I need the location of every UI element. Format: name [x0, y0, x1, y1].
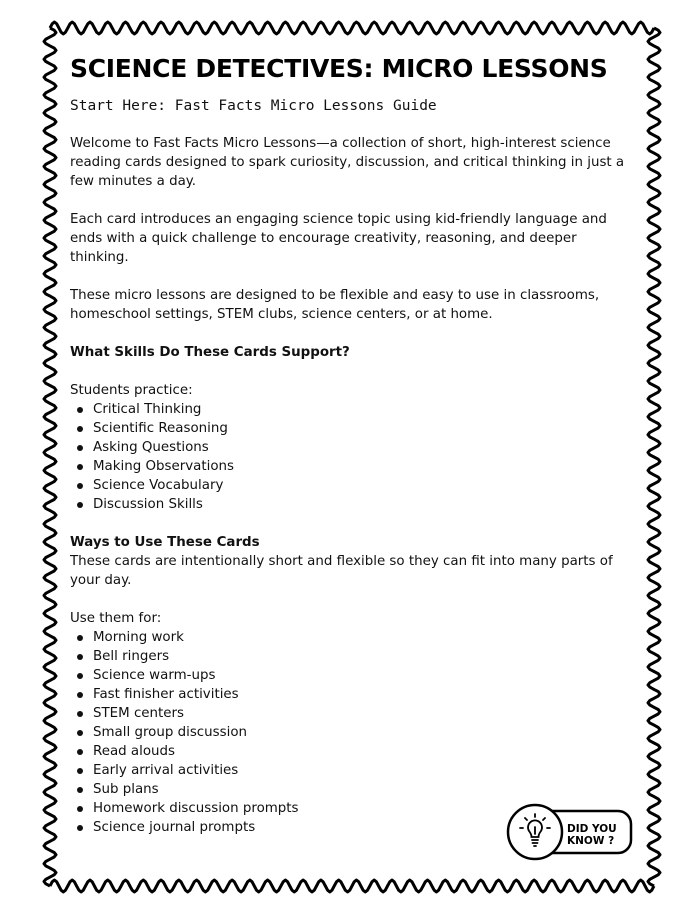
- ways-text: These cards are intentionally short and flexible so they can fit into many parts of your day.: [70, 554, 613, 588]
- list-item: Homework discussion prompts: [93, 799, 636, 818]
- ways-lead: Use them for:: [70, 611, 162, 626]
- page-subtitle: Start Here: Fast Facts Micro Lessons Guide: [70, 98, 437, 114]
- ways-heading: Ways to Use These Cards: [70, 535, 260, 550]
- list-item: Science journal prompts: [93, 818, 636, 837]
- list-item: Bell ringers: [93, 647, 636, 666]
- list-item: Science warm-ups: [93, 666, 636, 685]
- border-edge: [648, 28, 660, 886]
- list-item: Fast finisher activities: [93, 685, 636, 704]
- list-item: Critical Thinking: [93, 400, 636, 419]
- list-item: Scientific Reasoning: [93, 419, 636, 438]
- list-item: Making Observations: [93, 457, 636, 476]
- intro-paragraph: Welcome to Fast Facts Micro Lessons—a collection of short, high-interest science reading cards designed to spark curiosity, discussion, and critical thinking in just a few minutes a day.: [70, 136, 625, 189]
- border-edge: [50, 22, 654, 34]
- skills-lead: Students practice:: [70, 383, 193, 398]
- list-item: Small group discussion: [93, 723, 636, 742]
- cards-paragraph: Each card introduces an engaging science topic using kid-friendly language and ends with a quick challenge to encourage creativity, reasoning, and deeper thinking.: [70, 212, 607, 265]
- badge-line-1: DID YOU: [567, 823, 617, 835]
- list-item: STEM centers: [93, 704, 636, 723]
- flexible-paragraph: These micro lessons are designed to be flexible and easy to use in classrooms, homeschool settings, STEM clubs, science centers, or at home.: [70, 288, 600, 322]
- border-edge: [50, 880, 654, 892]
- list-item: Discussion Skills: [93, 495, 636, 514]
- list-item: Read alouds: [93, 742, 636, 761]
- list-item: Asking Questions: [93, 438, 636, 457]
- list-item: Science Vocabulary: [93, 476, 636, 495]
- content-area: [70, 54, 636, 837]
- list-item: Morning work: [93, 628, 636, 647]
- skills-heading: What Skills Do These Cards Support?: [70, 345, 350, 360]
- skills-list: [70, 400, 636, 514]
- list-item: Early arrival activities: [93, 761, 636, 780]
- badge-line-2: KNOW ?: [567, 835, 615, 847]
- badge-label: [567, 823, 627, 847]
- border-edge: [44, 28, 56, 886]
- page-title: SCIENCE DETECTIVES: MICRO LESSONS: [70, 54, 608, 83]
- list-item: Sub plans: [93, 780, 636, 799]
